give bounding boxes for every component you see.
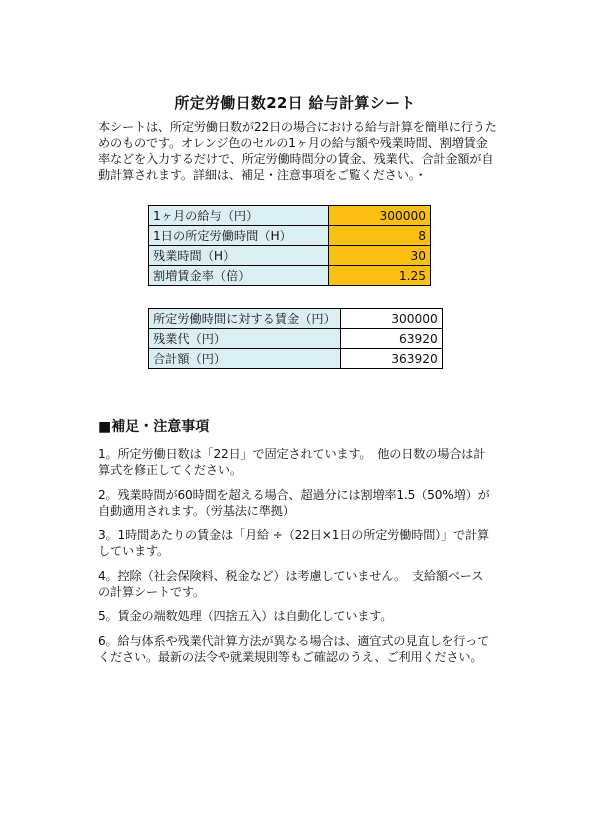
- input-table: [148, 205, 431, 286]
- note-item: 3。1時間あたりの賃金は「月給 ÷（22日×1日の所定労働時間）」で計算しています。: [98, 528, 490, 558]
- premium-rate-input[interactable]: 1.25: [329, 266, 431, 286]
- notes-heading: ■補足・注意事項: [98, 419, 210, 435]
- table-row: [149, 309, 443, 329]
- base-wage-value: 300000: [340, 309, 442, 329]
- table-row: [149, 266, 431, 286]
- overtime-hours-label: 残業時間（H）: [149, 246, 329, 266]
- note-item: 1。所定労働日数は「22日」で固定されています。 他の日数の場合は計算式を修正してください。: [98, 447, 486, 477]
- overtime-pay-value: 63920: [340, 329, 442, 349]
- page-title: 所定労働日数22日 給与計算シート: [174, 94, 416, 112]
- note-item: 6。給与体系や残業代計算方法が異なる場合は、適宜式の見直しを行ってください。最新の法令や就業規則等もご確認のうえ、ご利用ください。: [98, 634, 490, 664]
- monthly-salary-input[interactable]: 300000: [329, 206, 431, 226]
- total-label: 合計額（円）: [149, 349, 341, 369]
- table-row: [149, 329, 443, 349]
- intro-paragraph: 本シートは、所定労働日数が22日の場合における給与計算を簡単に行うためのものです。オレンジ色のセルの1ヶ月の給与額や残業時間、割増賃金率などを入力するだけで、所定労働時間分の賃金、残業代、合計金額が自動計算されます。詳細は、補足・注意事項をご覧ください。・: [98, 120, 497, 182]
- note-item: 5。賃金の端数処理（四捨五入）は自動化しています。: [98, 609, 393, 623]
- overtime-hours-input[interactable]: 30: [329, 246, 431, 266]
- base-wage-label: 所定労働時間に対する賃金（円）: [149, 309, 341, 329]
- total-value: 363920: [340, 349, 442, 369]
- table-row: [149, 246, 431, 266]
- overtime-pay-label: 残業代（円）: [149, 329, 341, 349]
- note-item: 2。残業時間が60時間を超える場合、超過分には割増率1.5（50%増）が自動適用されます。（労基法に準拠）: [98, 488, 490, 518]
- result-table: [148, 308, 443, 369]
- table-row: [149, 226, 431, 246]
- daily-hours-label: 1日の所定労働時間（H）: [149, 226, 329, 246]
- premium-rate-label: 割増賃金率（倍）: [149, 266, 329, 286]
- note-item: 4。控除（社会保険料、税金など）は考慮していません。 支給額ベースの計算シートです。: [98, 569, 484, 599]
- monthly-salary-label: 1ヶ月の給与（円）: [149, 206, 329, 226]
- table-row: [149, 206, 431, 226]
- table-row: [149, 349, 443, 369]
- daily-hours-input[interactable]: 8: [329, 226, 431, 246]
